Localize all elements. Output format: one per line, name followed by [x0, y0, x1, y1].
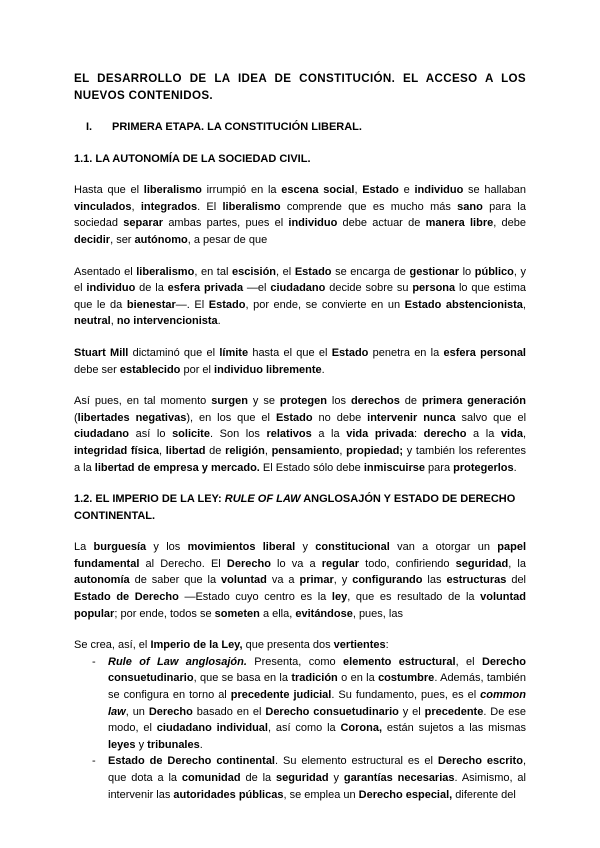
stage-heading — [74, 119, 526, 136]
document-title: EL DESARROLLO DE LA IDEA DE CONSTITUCIÓN. EL ACCESO A LOS NUEVOS CONTENIDOS. — [74, 72, 526, 102]
vertientes-list — [74, 654, 526, 803]
paragraph-6: Se crea, así, el Imperio de la Ley, que presenta dos vertientes: — [74, 639, 389, 652]
list-dash: - — [92, 755, 96, 768]
section-heading-1-2: 1.2. EL IMPERIO DE LA LEY: RULE OF LAW ANGLOSAJÓN Y ESTADO DE DERECHO CONTINENTAL. — [74, 493, 516, 522]
section-heading-1-1: 1.1. LA AUTONOMÍA DE LA SOCIEDAD CIVIL. — [74, 152, 311, 165]
list-dash: - — [92, 655, 96, 668]
paragraph-5: La burguesía y los movimientos liberal y constitucional van a otorgar un papel fundamental al Derecho. El Derecho lo va a regular todo, confiriendo seguridad, la autonomía de saber que la voluntad va a primar, y configurando las estructuras del Estado de Derecho —Estado cuyo centro es la ley, que es resultado de la voluntad popular; por ende, todos se someten a ella, evitándose, pues, las — [74, 541, 527, 620]
stage-number: I. — [86, 121, 93, 133]
list-item: - Rule of Law anglosajón. Presenta, como elemento estructural, el Derecho consuetudinario, que se basa en la tradición o en la costumbre. Además, también se configura en torno al precedente judicial. Su fundamento, pues, es el common law, un Derecho basado en el Derecho consuetudinario y el precedente. De ese modo, el ciudadano individual, así como la Corona, están sujetos a las mismas leyes y tribunales. — [92, 655, 527, 751]
paragraph-4: Así pues, en tal momento surgen y se protegen los derechos de primera generación (libertades negativas), en los que el Estado no debe intervenir nunca salvo que el ciudadano así lo solicite. Son los relativos a la vida privada: derecho a la vida, integridad física, libertad de religión, pensamiento, propiedad; y también los referentes a la libertad de empresa y mercado. El Estado sólo debe inmiscuirse para protegerlos. — [74, 395, 527, 474]
list-item: - Estado de Derecho continental. Su elemento estructural es el Derecho escrito, que dota a la comunidad de la seguridad y garantías necesarias. Asimismo, al intervenir las autoridades públicas, se emplea un Derecho especial, diferente del — [92, 755, 526, 801]
stage-label: PRIMERA ETAPA. LA CONSTITUCIÓN LIBERAL. — [112, 121, 362, 133]
paragraph-3: Stuart Mill dictaminó que el límite hasta el que el Estado penetra en la esfera personal debe ser establecido por el individuo libremente. — [74, 346, 526, 376]
paragraph-1: Hasta que el liberalismo irrumpió en la escena social, Estado e individuo se hallaban vinculados, integrados. El liberalismo comprende que es mucho más sano para la sociedad separar ambas partes, pues el individuo debe actuar de manera libre, debe decidir, ser autónomo, a pesar de que — [74, 184, 526, 246]
paragraph-2: Asentado el liberalismo, en tal escisión, el Estado se encarga de gestionar lo público, y el individuo de la esfera privada —el ciudadano decide sobre su persona lo que estima que le da bienestar—. El Estado, por ende, se convierte en un Estado abstencionista, neutral, no intervencionista. — [74, 265, 527, 328]
